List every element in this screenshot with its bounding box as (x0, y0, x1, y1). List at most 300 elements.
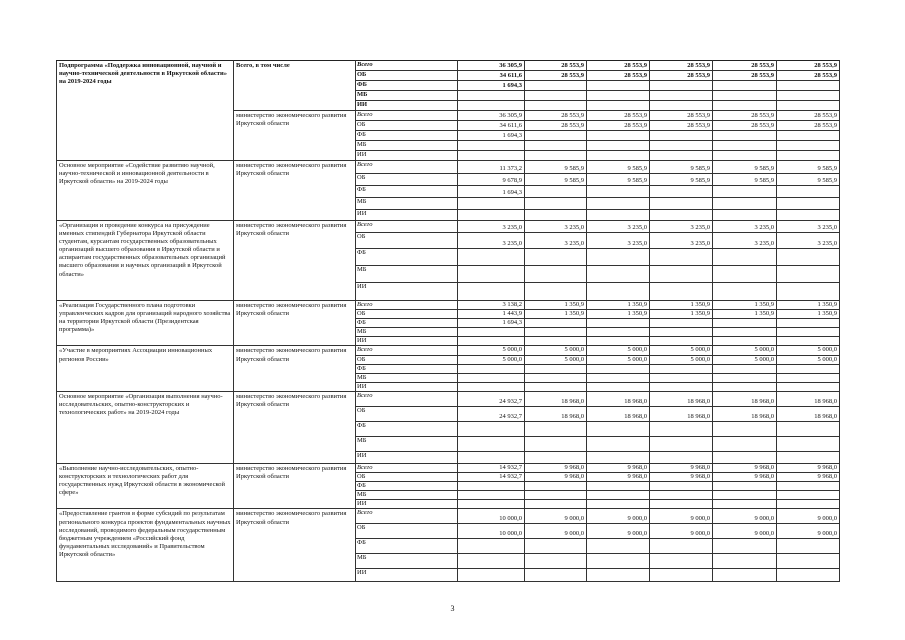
total-value-cell: 14 932,7 (458, 473, 525, 482)
year-value-cell: 9 968,0 (587, 473, 650, 482)
year-value-cell (777, 421, 840, 436)
measure-title: «Участие в мероприятиях Ассоциации инновационных регионов России» (57, 346, 234, 391)
year-value-cell (777, 539, 840, 554)
year-value-cell: 18 968,0 (650, 406, 713, 421)
total-value-cell: 1 694,3 (458, 319, 525, 328)
year-value-cell (713, 451, 777, 463)
year-value-cell (587, 81, 650, 91)
year-value-cell (650, 569, 713, 582)
year-value-cell (650, 328, 713, 337)
total-value-cell: 3 235,0 (458, 233, 525, 249)
year-value-cell: 18 968,0 (777, 406, 840, 421)
measure-title: «Организация и проведение конкурса на присуждение именных стипендий Губернатора Иркутской области студентам, курсантам государственных образовательных организаций высшего образования в Иркутской области и аспирантам государственных образовательных организаций высшего образования и научных организаций в Иркутской области» (57, 221, 234, 301)
year-value-cell (525, 283, 587, 301)
year-value-cell: 9 585,9 (713, 174, 777, 186)
funding-source-cell: ИИ (356, 101, 458, 111)
year-value-cell (777, 283, 840, 301)
year-value-cell (713, 198, 777, 210)
total-value-cell: 24 932,7 (458, 391, 525, 406)
total-value-cell: 9 678,9 (458, 174, 525, 186)
year-value-cell (650, 451, 713, 463)
total-value-cell: 1 443,9 (458, 310, 525, 319)
year-value-cell (777, 210, 840, 221)
year-value-cell (525, 364, 587, 373)
total-value-cell: 5 000,0 (458, 355, 525, 364)
year-value-cell (525, 337, 587, 346)
year-value-cell (650, 364, 713, 373)
executor-cell: министерство экономического развития Иркутской области (234, 161, 356, 221)
total-value-cell (458, 101, 525, 111)
measure-title: Основное мероприятие «Организация выполнения научно-исследовательских, опытно-конструкторских и технологических работ» на 2019-2024 годы (57, 391, 234, 463)
year-value-cell (587, 91, 650, 101)
year-value-cell: 9 000,0 (713, 509, 777, 524)
funding-source-cell: ИИ (356, 151, 458, 161)
funding-source-cell: ФБ (356, 131, 458, 141)
funding-source-cell: Всего (356, 509, 458, 524)
year-value-cell: 28 553,9 (650, 121, 713, 131)
funding-source-cell: ОБ (356, 71, 458, 81)
year-value-cell (525, 451, 587, 463)
year-value-cell (525, 81, 587, 91)
total-value-cell (458, 569, 525, 582)
year-value-cell: 1 350,9 (525, 301, 587, 310)
funding-source-cell: ФБ (356, 364, 458, 373)
total-value-cell: 11 373,2 (458, 161, 525, 174)
year-value-cell (650, 500, 713, 509)
total-value-cell (458, 482, 525, 491)
total-value-cell (458, 364, 525, 373)
total-value-cell (458, 554, 525, 569)
year-value-cell (777, 569, 840, 582)
year-value-cell (713, 491, 777, 500)
total-value-cell: 36 305,9 (458, 61, 525, 71)
total-value-cell (458, 421, 525, 436)
year-value-cell: 3 235,0 (587, 233, 650, 249)
year-value-cell (525, 266, 587, 283)
total-value-cell (458, 266, 525, 283)
funding-source-cell: ФБ (356, 81, 458, 91)
year-value-cell (587, 421, 650, 436)
year-value-cell: 9 000,0 (525, 524, 587, 539)
year-value-cell: 5 000,0 (777, 355, 840, 364)
year-value-cell: 28 553,9 (650, 71, 713, 81)
year-value-cell (713, 81, 777, 91)
year-value-cell (650, 382, 713, 391)
year-value-cell: 28 553,9 (650, 61, 713, 71)
executor-cell: министерство экономического развития Иркутской области (234, 301, 356, 346)
total-value-cell (458, 91, 525, 101)
year-value-cell (650, 141, 713, 151)
total-value-cell: 34 611,6 (458, 121, 525, 131)
year-value-cell: 9 968,0 (713, 473, 777, 482)
total-value-cell: 3 138,2 (458, 301, 525, 310)
year-value-cell (587, 198, 650, 210)
year-value-cell: 28 553,9 (587, 71, 650, 81)
year-value-cell: 28 553,9 (777, 111, 840, 121)
year-value-cell: 18 968,0 (525, 406, 587, 421)
year-value-cell (777, 451, 840, 463)
total-value-cell (458, 151, 525, 161)
year-value-cell: 3 235,0 (650, 221, 713, 233)
funding-source-cell: МБ (356, 141, 458, 151)
year-value-cell (587, 319, 650, 328)
funding-source-cell: ИИ (356, 569, 458, 582)
year-value-cell: 28 553,9 (713, 111, 777, 121)
year-value-cell (713, 131, 777, 141)
year-value-cell (777, 554, 840, 569)
funding-source-cell: МБ (356, 328, 458, 337)
year-value-cell (713, 141, 777, 151)
year-value-cell (650, 266, 713, 283)
funding-source-cell: МБ (356, 554, 458, 569)
year-value-cell (713, 186, 777, 198)
year-value-cell (587, 569, 650, 582)
year-value-cell (650, 91, 713, 101)
total-value-cell: 1 694,3 (458, 81, 525, 91)
table-body (57, 61, 840, 582)
year-value-cell (587, 328, 650, 337)
year-value-cell (587, 210, 650, 221)
funding-source-cell: Всего (356, 161, 458, 174)
year-value-cell: 28 553,9 (587, 111, 650, 121)
year-value-cell (650, 210, 713, 221)
page-number: 3 (450, 604, 455, 613)
measure-title: «Реализация Государственного плана подготовки управленческих кадров для организаций народного хозяйства на территории Иркутской области (Президентская программа)» (57, 301, 234, 346)
year-value-cell (713, 554, 777, 569)
total-value-cell: 5 000,0 (458, 346, 525, 355)
executor-cell: министерство экономического развития Иркутской области (234, 111, 356, 161)
year-value-cell (587, 451, 650, 463)
funding-source-cell: Всего (356, 463, 458, 472)
total-value-cell (458, 539, 525, 554)
year-value-cell: 5 000,0 (713, 346, 777, 355)
year-value-cell (587, 482, 650, 491)
year-value-cell (650, 249, 713, 266)
measure-title: Подпрограмма «Поддержка инновационной, научной и научно-технической деятельности в Иркутской области» на 2019-2024 годы (57, 61, 234, 161)
year-value-cell (713, 151, 777, 161)
funding-source-cell: ИИ (356, 451, 458, 463)
funding-source-cell: МБ (356, 436, 458, 451)
year-value-cell: 28 553,9 (650, 111, 713, 121)
year-value-cell: 9 000,0 (587, 524, 650, 539)
year-value-cell (713, 210, 777, 221)
funding-source-cell: МБ (356, 266, 458, 283)
year-value-cell (713, 382, 777, 391)
year-value-cell (713, 500, 777, 509)
year-value-cell (587, 500, 650, 509)
funding-source-cell: Всего (356, 391, 458, 406)
funding-source-cell: Всего (356, 61, 458, 71)
total-value-cell: 34 611,6 (458, 71, 525, 81)
total-value-cell (458, 198, 525, 210)
year-value-cell: 9 968,0 (650, 473, 713, 482)
year-value-cell: 5 000,0 (525, 355, 587, 364)
year-value-cell: 9 585,9 (525, 174, 587, 186)
year-value-cell (650, 554, 713, 569)
year-value-cell (777, 91, 840, 101)
year-value-cell (777, 482, 840, 491)
year-value-cell (525, 491, 587, 500)
year-value-cell (525, 198, 587, 210)
year-value-cell (525, 131, 587, 141)
year-value-cell (777, 151, 840, 161)
year-value-cell (713, 436, 777, 451)
total-value-cell (458, 141, 525, 151)
year-value-cell: 9 000,0 (713, 524, 777, 539)
funding-source-cell: ФБ (356, 249, 458, 266)
total-value-cell (458, 500, 525, 509)
year-value-cell (777, 328, 840, 337)
total-value-cell (458, 283, 525, 301)
year-value-cell: 1 350,9 (587, 301, 650, 310)
year-value-cell (713, 482, 777, 491)
year-value-cell (777, 81, 840, 91)
year-value-cell (650, 421, 713, 436)
year-value-cell (713, 101, 777, 111)
funding-source-cell: ФБ (356, 482, 458, 491)
year-value-cell: 3 235,0 (713, 233, 777, 249)
funding-source-cell: Всего (356, 301, 458, 310)
year-value-cell: 18 968,0 (713, 391, 777, 406)
year-value-cell: 9 585,9 (587, 161, 650, 174)
funding-source-cell: Всего (356, 346, 458, 355)
total-value-cell (458, 337, 525, 346)
year-value-cell: 28 553,9 (525, 121, 587, 131)
year-value-cell (777, 491, 840, 500)
total-value-cell (458, 382, 525, 391)
year-value-cell (650, 131, 713, 141)
year-value-cell: 9 968,0 (777, 463, 840, 472)
year-value-cell (525, 482, 587, 491)
total-value-cell (458, 373, 525, 382)
funding-source-cell: ОБ (356, 233, 458, 249)
year-value-cell (525, 319, 587, 328)
year-value-cell (777, 186, 840, 198)
year-value-cell (777, 364, 840, 373)
year-value-cell (525, 539, 587, 554)
year-value-cell: 9 968,0 (713, 463, 777, 472)
year-value-cell: 9 585,9 (650, 161, 713, 174)
year-value-cell: 3 235,0 (713, 221, 777, 233)
year-value-cell: 9 000,0 (525, 509, 587, 524)
year-value-cell: 1 350,9 (587, 310, 650, 319)
funding-source-cell: ИИ (356, 337, 458, 346)
year-value-cell: 5 000,0 (525, 346, 587, 355)
year-value-cell (525, 500, 587, 509)
funding-source-cell: Всего (356, 111, 458, 121)
year-value-cell: 3 235,0 (650, 233, 713, 249)
year-value-cell (713, 373, 777, 382)
year-value-cell: 5 000,0 (713, 355, 777, 364)
year-value-cell: 28 553,9 (525, 111, 587, 121)
table-row (57, 221, 840, 233)
year-value-cell (650, 186, 713, 198)
year-value-cell (587, 249, 650, 266)
year-value-cell: 9 968,0 (777, 473, 840, 482)
year-value-cell (650, 198, 713, 210)
year-value-cell (777, 436, 840, 451)
year-value-cell: 9 585,9 (777, 174, 840, 186)
year-value-cell: 3 235,0 (525, 233, 587, 249)
year-value-cell (777, 101, 840, 111)
year-value-cell (777, 337, 840, 346)
year-value-cell (650, 283, 713, 301)
year-value-cell: 9 968,0 (650, 463, 713, 472)
year-value-cell: 18 968,0 (587, 406, 650, 421)
year-value-cell (713, 249, 777, 266)
year-value-cell (650, 482, 713, 491)
year-value-cell (777, 141, 840, 151)
year-value-cell: 9 000,0 (650, 509, 713, 524)
year-value-cell (587, 554, 650, 569)
measure-title: Основное мероприятие «Содействие развитию научной, научно-технической и инновационной деятельности в Иркутской области» на 2019-2024 годы (57, 161, 234, 221)
year-value-cell: 9 585,9 (650, 174, 713, 186)
table-row (57, 161, 840, 174)
year-value-cell (587, 539, 650, 554)
year-value-cell: 1 350,9 (713, 301, 777, 310)
year-value-cell: 9 968,0 (525, 473, 587, 482)
year-value-cell (713, 91, 777, 101)
year-value-cell: 28 553,9 (587, 61, 650, 71)
total-value-cell: 1 694,3 (458, 131, 525, 141)
funding-source-cell: ОБ (356, 473, 458, 482)
executor-cell: министерство экономического развития Иркутской области (234, 391, 356, 463)
year-value-cell (525, 554, 587, 569)
year-value-cell (525, 382, 587, 391)
funding-source-cell: ФБ (356, 539, 458, 554)
year-value-cell (650, 81, 713, 91)
year-value-cell: 9 585,9 (525, 161, 587, 174)
total-value-cell (458, 491, 525, 500)
total-value-cell: 36 305,9 (458, 111, 525, 121)
year-value-cell: 18 968,0 (777, 391, 840, 406)
year-value-cell: 9 585,9 (713, 161, 777, 174)
budget-table (56, 60, 840, 582)
year-value-cell: 28 553,9 (777, 121, 840, 131)
year-value-cell: 5 000,0 (587, 355, 650, 364)
funding-source-cell: ОБ (356, 524, 458, 539)
total-value-cell: 24 932,7 (458, 406, 525, 421)
funding-source-cell: ИИ (356, 283, 458, 301)
total-value-cell: 1 694,3 (458, 186, 525, 198)
year-value-cell: 9 000,0 (587, 509, 650, 524)
year-value-cell: 1 350,9 (713, 310, 777, 319)
year-value-cell: 3 235,0 (587, 221, 650, 233)
table-row (57, 509, 840, 524)
year-value-cell: 28 553,9 (713, 121, 777, 131)
year-value-cell (650, 337, 713, 346)
year-value-cell: 5 000,0 (777, 346, 840, 355)
year-value-cell: 3 235,0 (777, 233, 840, 249)
year-value-cell (777, 198, 840, 210)
year-value-cell: 1 350,9 (650, 310, 713, 319)
year-value-cell: 1 350,9 (650, 301, 713, 310)
year-value-cell (525, 186, 587, 198)
year-value-cell (713, 283, 777, 301)
year-value-cell: 28 553,9 (713, 61, 777, 71)
year-value-cell (777, 382, 840, 391)
funding-source-cell: ОБ (356, 406, 458, 421)
year-value-cell (525, 151, 587, 161)
year-value-cell: 28 553,9 (777, 71, 840, 81)
year-value-cell: 1 350,9 (777, 301, 840, 310)
funding-source-cell: Всего (356, 221, 458, 233)
year-value-cell (650, 101, 713, 111)
year-value-cell: 18 968,0 (587, 391, 650, 406)
year-value-cell (713, 539, 777, 554)
total-value-cell: 10 000,0 (458, 509, 525, 524)
year-value-cell: 9 968,0 (525, 463, 587, 472)
year-value-cell (525, 101, 587, 111)
year-value-cell (587, 373, 650, 382)
year-value-cell: 1 350,9 (777, 310, 840, 319)
executor-cell: министерство экономического развития Иркутской области (234, 463, 356, 508)
executor-cell: министерство экономического развития Иркутской области (234, 221, 356, 301)
year-value-cell (587, 283, 650, 301)
total-value-cell: 10 000,0 (458, 524, 525, 539)
year-value-cell: 5 000,0 (650, 355, 713, 364)
year-value-cell (713, 337, 777, 346)
funding-source-cell: ИИ (356, 382, 458, 391)
total-value-cell (458, 436, 525, 451)
year-value-cell: 9 000,0 (777, 509, 840, 524)
year-value-cell: 3 235,0 (525, 221, 587, 233)
total-value-cell (458, 328, 525, 337)
year-value-cell (587, 186, 650, 198)
measure-title: «Предоставление грантов в форме субсидий по результатам регионального конкурса проектов фундаментальных научных исследований, проводимого федеральным государственным бюджетным учреждением «Российский фонд фундаментальных исследований» и Правительством Иркутской области» (57, 509, 234, 582)
total-value-cell (458, 210, 525, 221)
year-value-cell (587, 364, 650, 373)
year-value-cell (777, 131, 840, 141)
executor-cell: министерство экономического развития Иркутской области (234, 346, 356, 391)
year-value-cell: 18 968,0 (525, 391, 587, 406)
year-value-cell: 9 585,9 (587, 174, 650, 186)
year-value-cell: 9 968,0 (587, 463, 650, 472)
year-value-cell (525, 141, 587, 151)
year-value-cell (713, 569, 777, 582)
table-row (57, 301, 840, 310)
funding-source-cell: ИИ (356, 500, 458, 509)
year-value-cell (587, 382, 650, 391)
year-value-cell (525, 421, 587, 436)
year-value-cell: 5 000,0 (650, 346, 713, 355)
year-value-cell: 9 000,0 (650, 524, 713, 539)
year-value-cell (525, 210, 587, 221)
year-value-cell (650, 151, 713, 161)
table-row (57, 463, 840, 472)
funding-source-cell: ОБ (356, 121, 458, 131)
year-value-cell: 1 350,9 (525, 310, 587, 319)
year-value-cell: 3 235,0 (777, 221, 840, 233)
year-value-cell (777, 319, 840, 328)
funding-source-cell: МБ (356, 491, 458, 500)
year-value-cell (525, 373, 587, 382)
funding-source-cell: ФБ (356, 319, 458, 328)
year-value-cell (713, 421, 777, 436)
table-row (57, 346, 840, 355)
table-row (57, 391, 840, 406)
year-value-cell: 5 000,0 (587, 346, 650, 355)
year-value-cell (713, 319, 777, 328)
year-value-cell (713, 328, 777, 337)
funding-source-cell: ОБ (356, 310, 458, 319)
year-value-cell: 28 553,9 (525, 71, 587, 81)
year-value-cell: 28 553,9 (587, 121, 650, 131)
year-value-cell: 9 585,9 (777, 161, 840, 174)
total-value-cell (458, 249, 525, 266)
total-value-cell: 3 235,0 (458, 221, 525, 233)
year-value-cell (525, 436, 587, 451)
